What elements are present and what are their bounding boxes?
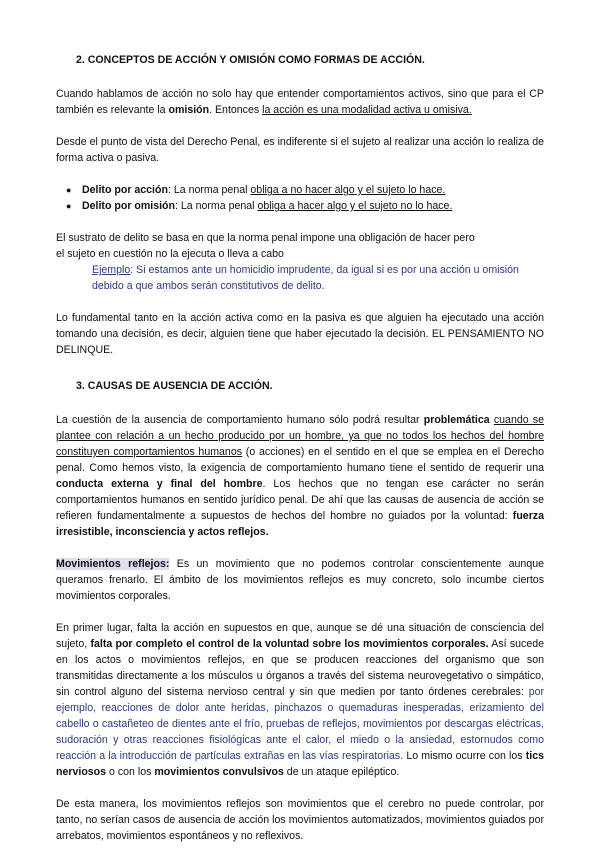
section-2-heading: 2. CONCEPTOS DE ACCIÓN Y OMISIÓN COMO FORMAS DE ACCIÓN. bbox=[76, 54, 425, 66]
example-block bbox=[56, 262, 544, 294]
text: : La norma penal bbox=[167, 184, 251, 196]
sec2-paragraph-2: Desde el punto de vista del Derecho Penal, es indiferente si el sujeto al realizar una acción lo realiza de forma activa o pasiva. bbox=[56, 136, 544, 164]
highlighted-term: Movimientos reflejos: bbox=[56, 558, 170, 570]
underlined-text: obliga a hacer algo y el sujeto no lo hace. bbox=[257, 200, 453, 212]
underlined-text: obliga a no hacer algo y el sujeto lo hace. bbox=[250, 184, 446, 196]
text: En primer lugar, falta la acción en supuestos en que, aunque se dé una situación de consciencia del sujeto, bbox=[56, 622, 544, 650]
sec3-paragraph-4: De esta manera, los movimientos reflejos son movimientos que el cerebro no puede controlar, por tanto, no serían casos de ausencia de acción los movimientos automatizados, movimientos guiados por arrebatos, movimientos espontáneos y no reflexivos. bbox=[56, 798, 544, 842]
sec3-paragraph-1 bbox=[56, 412, 544, 540]
bold-term: movimientos convulsivos bbox=[154, 766, 284, 778]
text: : La norma penal bbox=[175, 200, 258, 212]
text: La cuestión de la ausencia de comportamiento humano sólo podrá resultar bbox=[56, 414, 424, 426]
underlined-text: la acción es una modalidad activa u omisiva. bbox=[262, 104, 472, 116]
text: . Entonces bbox=[209, 104, 263, 116]
example-label: Ejemplo bbox=[92, 264, 131, 276]
sec2-paragraph-1 bbox=[56, 86, 544, 118]
bold-term: Delito por omisión bbox=[82, 200, 175, 212]
text: Cuando hablamos de acción no solo hay que entender comportamientos activos, sino que para el CP también es relevante la bbox=[56, 88, 544, 116]
example-text: : Si estamos ante un homicidio imprudente, da igual si es por una acción u omisión debido a que ambos serán constitutivos de delito. bbox=[92, 264, 519, 292]
bullet-list bbox=[56, 182, 544, 214]
list-item bbox=[82, 198, 544, 214]
text: Así sucede en los actos o movimientos reflejos, en que se producen reacciones del organismo que son transmitidas directamente a los músculos u órganos a través del sistema neurovegetativo o simpático, sin control alguno del sistema nervioso central y sin que medien por tanto órdenes cerebrales: bbox=[56, 638, 544, 698]
sec2-paragraph-3: El sustrato de delito se basa en que la norma penal impone una obligación de hacer pero el sujeto en cuestión no la ejecuta o lleva a cabo bbox=[56, 232, 475, 260]
sec2-paragraph-4: Lo fundamental tanto en la acción activa como en la pasiva es que alguien ha ejecutado una acción tomando una decisión, es decir, alguien tiene que haber ejecutado la decisión. EL PENSAMIENTO NO DELINQUE. bbox=[56, 312, 544, 356]
text: o con los bbox=[106, 766, 155, 778]
bold-term: omisión bbox=[168, 104, 210, 116]
text: Es un movimiento que no podemos controlar conscientemente aunque queramos frenarlo. El ámbito de los movimientos reflejos es muy concreto, solo incumbe ciertos movimientos corporales. bbox=[56, 558, 545, 602]
sec3-paragraph-2 bbox=[56, 556, 544, 604]
underlined-text: cuando se plantee con relación a un hecho producido por un hombre, ya que no todos los hechos del hombre constituyen comportamientos humanos bbox=[56, 414, 544, 458]
bold-term: falta por completo el control de la voluntad sobre los movimientos corporales. bbox=[90, 638, 489, 650]
text: . Los hechos que no tengan ese carácter no serán comportamientos humanos en sentido jurídico penal. De ahí que las causas de ausencia de acción se refieren fundamentalmente a supuestos de hechos del hombre no guiados por la voluntad: bbox=[56, 478, 544, 522]
bold-term: fuerza irresistible, inconsciencia y actos reflejos. bbox=[56, 510, 544, 538]
text: de un ataque epiléptico. bbox=[283, 766, 400, 778]
bold-term: Delito por acción bbox=[82, 184, 168, 196]
sec3-paragraph-3 bbox=[56, 620, 544, 780]
bold-term: tics nerviosos bbox=[56, 750, 544, 778]
list-item bbox=[82, 182, 544, 198]
text: Lo mismo ocurre con los bbox=[403, 750, 526, 762]
bold-term: problemática bbox=[423, 414, 490, 426]
bold-term: conducta externa y final del hombre bbox=[56, 478, 263, 490]
text: (o acciones) en el sentido en el que se emplea en el Derecho penal. Como hemos visto, la exigencia de comportamiento humano tiene el sentido de requerir una bbox=[56, 446, 544, 474]
example-text: por ejemplo, reacciones de dolor ante heridas, pinchazos o quemaduras inesperadas, erizamiento del cabello o castañeteo de dientes ante el frío, pruebas de reflejos, movimientos por descargas eléctricas, sudoración y otras reacciones fisiológicas ante el calor, el miedo o la ansiedad, estornudos como reacción a la introducción de partículas extrañas en las vías respiratorias. bbox=[56, 686, 544, 762]
section-3-heading: 3. CAUSAS DE AUSENCIA DE ACCIÓN. bbox=[76, 380, 273, 392]
